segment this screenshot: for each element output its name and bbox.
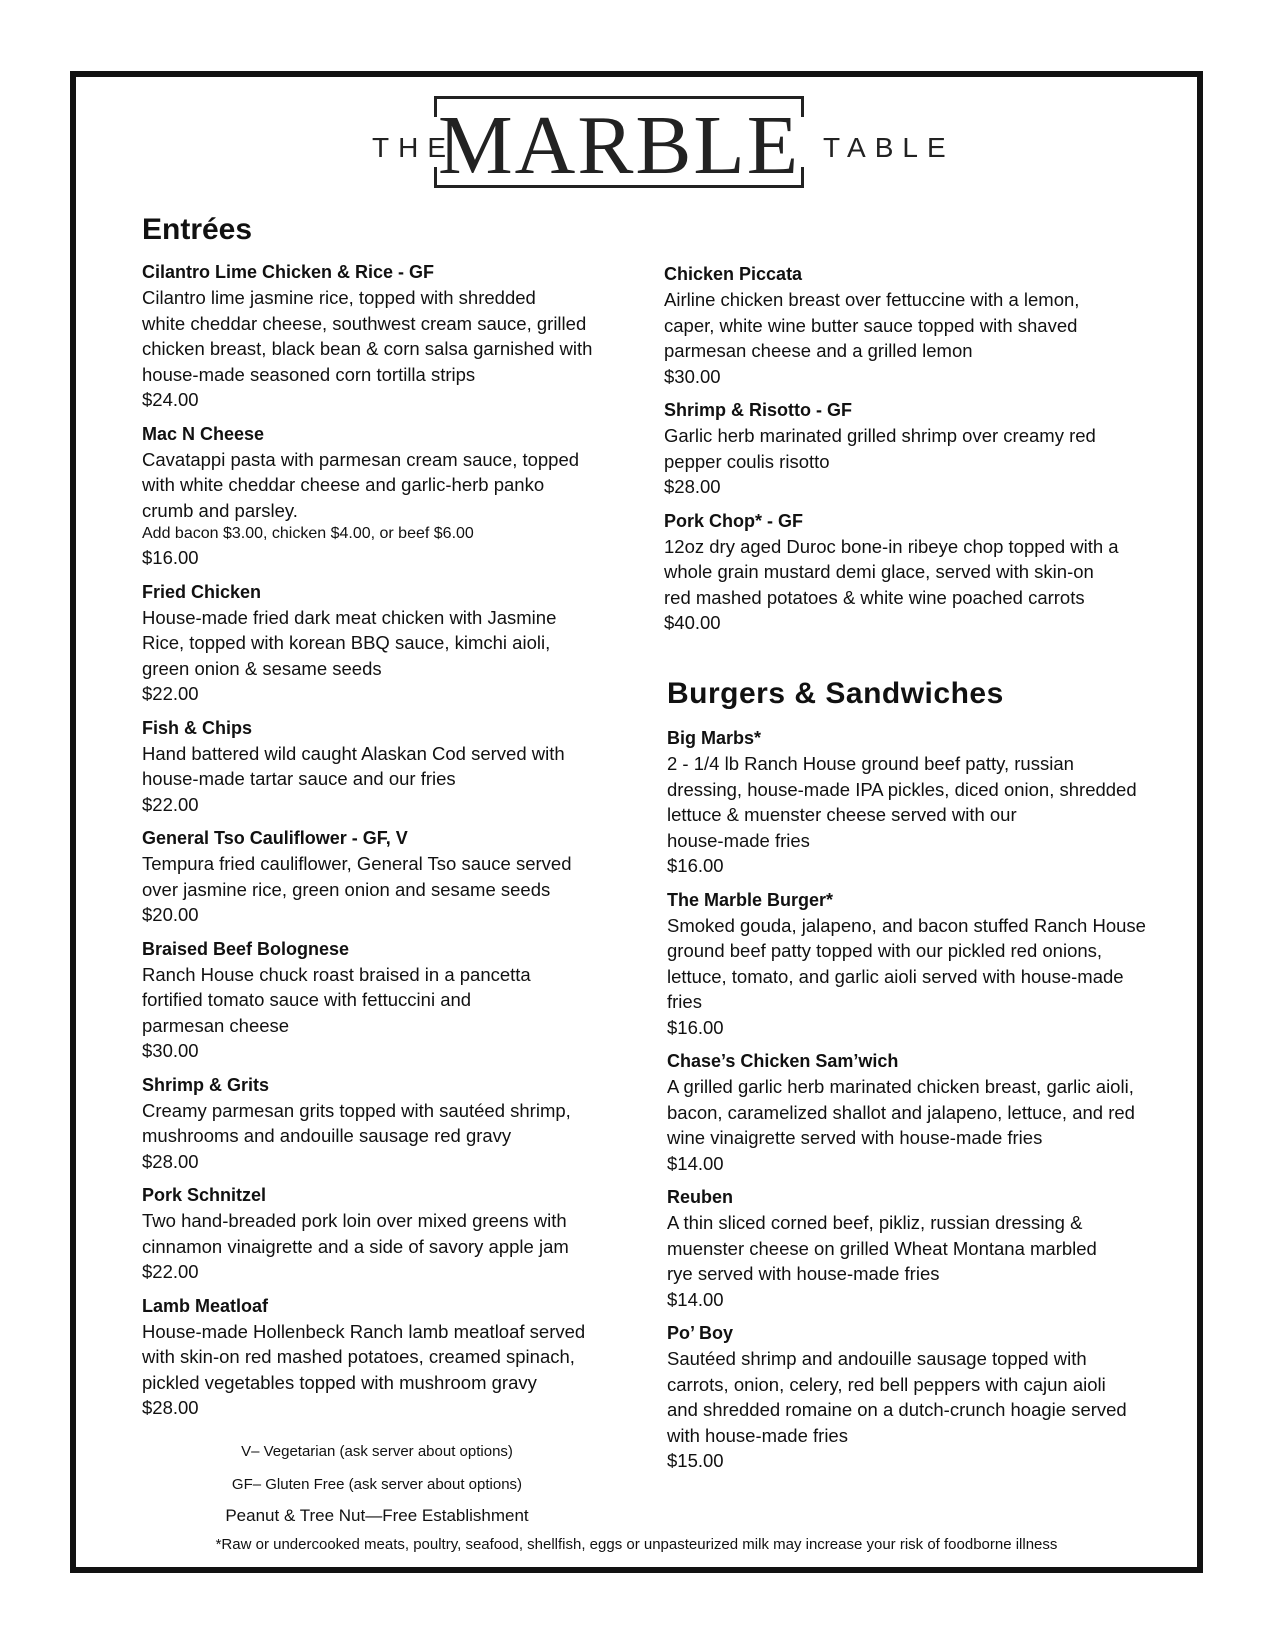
- item-price: $30.00: [142, 1040, 199, 1061]
- item-name: Big Marbs*: [667, 728, 762, 748]
- item-price: $16.00: [667, 855, 724, 876]
- entrees-right-column: [664, 262, 1164, 645]
- item-price: $22.00: [142, 683, 199, 704]
- item-description: Hand battered wild caught Alaskan Cod served with house-made tartar sauce and our fries: [142, 742, 565, 789]
- menu-item: [667, 1049, 1167, 1176]
- menu-item: [142, 1183, 612, 1285]
- item-name: Cilantro Lime Chicken & Rice - GF: [142, 262, 435, 282]
- item-name: General Tso Cauliflower - GF, V: [142, 828, 408, 848]
- logo-marble: MARBLE: [437, 99, 801, 192]
- item-price: $16.00: [667, 1016, 724, 1038]
- menu-item: [142, 716, 612, 818]
- item-description: Two hand-breaded pork loin over mixed greens with cinnamon vinaigrette and a side of savory apple jam: [142, 1210, 569, 1257]
- menu-item: [142, 937, 612, 1064]
- item-name: Shrimp & Risotto - GF: [664, 400, 852, 420]
- burgers-title: Burgers & Sandwiches: [667, 677, 1004, 710]
- item-price: $20.00: [142, 904, 199, 925]
- item-name: Braised Beef Bolognese: [142, 938, 350, 959]
- item-price: $28.00: [142, 1150, 199, 1172]
- item-description: Tempura fried cauliflower, General Tso sauce served over jasmine rice, green onion and sesame seeds: [142, 853, 572, 900]
- menu-item: [667, 1321, 1167, 1474]
- item-addon-note: Add bacon $3.00, chicken $4.00, or beef $6.00: [142, 525, 474, 542]
- item-description: House-made Hollenbeck Ranch lamb meatloaf served with skin-on red mashed potatoes, creamed spinach, pickled vegetables topped with mushroom gravy: [142, 1320, 586, 1393]
- item-name: Fish & Chips: [142, 717, 253, 738]
- item-name: Shrimp & Grits: [142, 1074, 270, 1095]
- item-name: Reuben: [667, 1187, 734, 1207]
- menu-item: [667, 726, 1167, 879]
- item-price: $16.00: [142, 547, 199, 568]
- item-description: 2 - 1/4 lb Ranch House ground beef patty, russian dressing, house-made IPA pickles, diced onion, shredded lettuce & muenster cheese served with our house-made fries: [667, 753, 1137, 851]
- item-name: Mac N Cheese: [142, 423, 265, 444]
- menu-item: [142, 1294, 612, 1421]
- menu-item: [664, 509, 1164, 636]
- item-price: $15.00: [667, 1450, 724, 1471]
- menu-item: [142, 1073, 612, 1175]
- raw-food-disclaimer: *Raw or undercooked meats, poultry, seafood, shellfish, eggs or unpasteurized milk may increase your risk of foodborne illness: [215, 1536, 1058, 1553]
- legend-gluten-free: GF– Gluten Free (ask server about options): [231, 1476, 523, 1493]
- item-description: House-made fried dark meat chicken with Jasmine Rice, topped with korean BBQ sauce, kimchi aioli, green onion & sesame seeds: [142, 606, 557, 679]
- menu-item: [142, 580, 612, 707]
- item-description: Sautéed shrimp and andouille sausage topped with carrots, onion, celery, red bell peppers with cajun aioli and shredded romaine on a dutch-crunch hoagie served with house-made fries: [667, 1348, 1127, 1446]
- item-price: $24.00: [142, 389, 199, 410]
- item-name: The Marble Burger*: [667, 889, 834, 910]
- item-name: Chicken Piccata: [664, 264, 803, 284]
- item-price: $40.00: [664, 612, 721, 633]
- menu-item: [664, 398, 1164, 500]
- burgers-column: [667, 676, 1167, 1483]
- menu-item: [142, 260, 612, 413]
- item-price: $28.00: [664, 476, 721, 497]
- item-description: A thin sliced corned beef, pikliz, russian dressing & muenster cheese on grilled Wheat Montana marbled rye served with house-made fries: [667, 1212, 1097, 1284]
- item-name: Chase’s Chicken Sam’wich: [667, 1051, 899, 1071]
- restaurant-logo: [0, 88, 1275, 198]
- menu-item: [664, 262, 1164, 389]
- legend-vegetarian: V– Vegetarian (ask server about options): [241, 1443, 513, 1460]
- entrees-column: [142, 212, 612, 1430]
- logo-the: THE: [372, 132, 455, 163]
- item-description: Cavatappi pasta with parmesan cream sauce, topped with white cheddar cheese and garlic-herb panko crumb and parsley.: [142, 448, 580, 521]
- menu-item: [667, 888, 1167, 1041]
- item-price: $14.00: [667, 1152, 724, 1174]
- item-description: Garlic herb marinated grilled shrimp over creamy red pepper coulis risotto: [664, 425, 1096, 472]
- item-price: $14.00: [667, 1288, 724, 1310]
- menu-item: [667, 1185, 1167, 1312]
- item-price: $28.00: [142, 1397, 199, 1418]
- menu-item: [142, 422, 612, 571]
- entrees-title: Entrées: [142, 213, 253, 246]
- item-price: $22.00: [142, 1261, 199, 1282]
- item-description: Cilantro lime jasmine rice, topped with shredded white cheddar cheese, southwest cream sauce, grilled chicken breast, black bean & corn salsa garnished with house-made seasoned corn tortilla strips: [142, 287, 593, 385]
- logo-table: TABLE: [823, 132, 955, 163]
- item-name: Pork Chop* - GF: [664, 510, 803, 531]
- menu-item: [142, 826, 612, 928]
- item-price: $30.00: [664, 365, 721, 387]
- item-name: Pork Schnitzel: [142, 1185, 267, 1205]
- item-price: $22.00: [142, 793, 199, 815]
- item-name: Fried Chicken: [142, 581, 262, 602]
- legend-nut-free: Peanut & Tree Nut—Free Establishment: [225, 1506, 529, 1525]
- item-description: Smoked gouda, jalapeno, and bacon stuffed Ranch House ground beef patty topped with our pickled red onions, lettuce, tomato, and garlic aioli served with house-made fries: [667, 914, 1146, 1012]
- item-description: Airline chicken breast over fettuccine with a lemon, caper, white wine butter sauce topped with shaved parmesan cheese and a grilled lemon: [664, 289, 1080, 361]
- item-description: Ranch House chuck roast braised in a pancetta fortified tomato sauce with fettuccini and parmesan cheese: [142, 963, 531, 1036]
- item-description: 12oz dry aged Duroc bone-in ribeye chop topped with a whole grain mustard demi glace, served with skin-on red mashed potatoes & white wine poached carrots: [664, 535, 1119, 608]
- item-description: Creamy parmesan grits topped with sautéed shrimp, mushrooms and andouille sausage red gravy: [142, 1099, 571, 1146]
- item-name: Po’ Boy: [667, 1323, 734, 1343]
- item-name: Lamb Meatloaf: [142, 1295, 269, 1316]
- item-description: A grilled garlic herb marinated chicken breast, garlic aioli, bacon, caramelized shallot and jalapeno, lettuce, and red wine vinaigrette served with house-made fries: [667, 1076, 1135, 1148]
